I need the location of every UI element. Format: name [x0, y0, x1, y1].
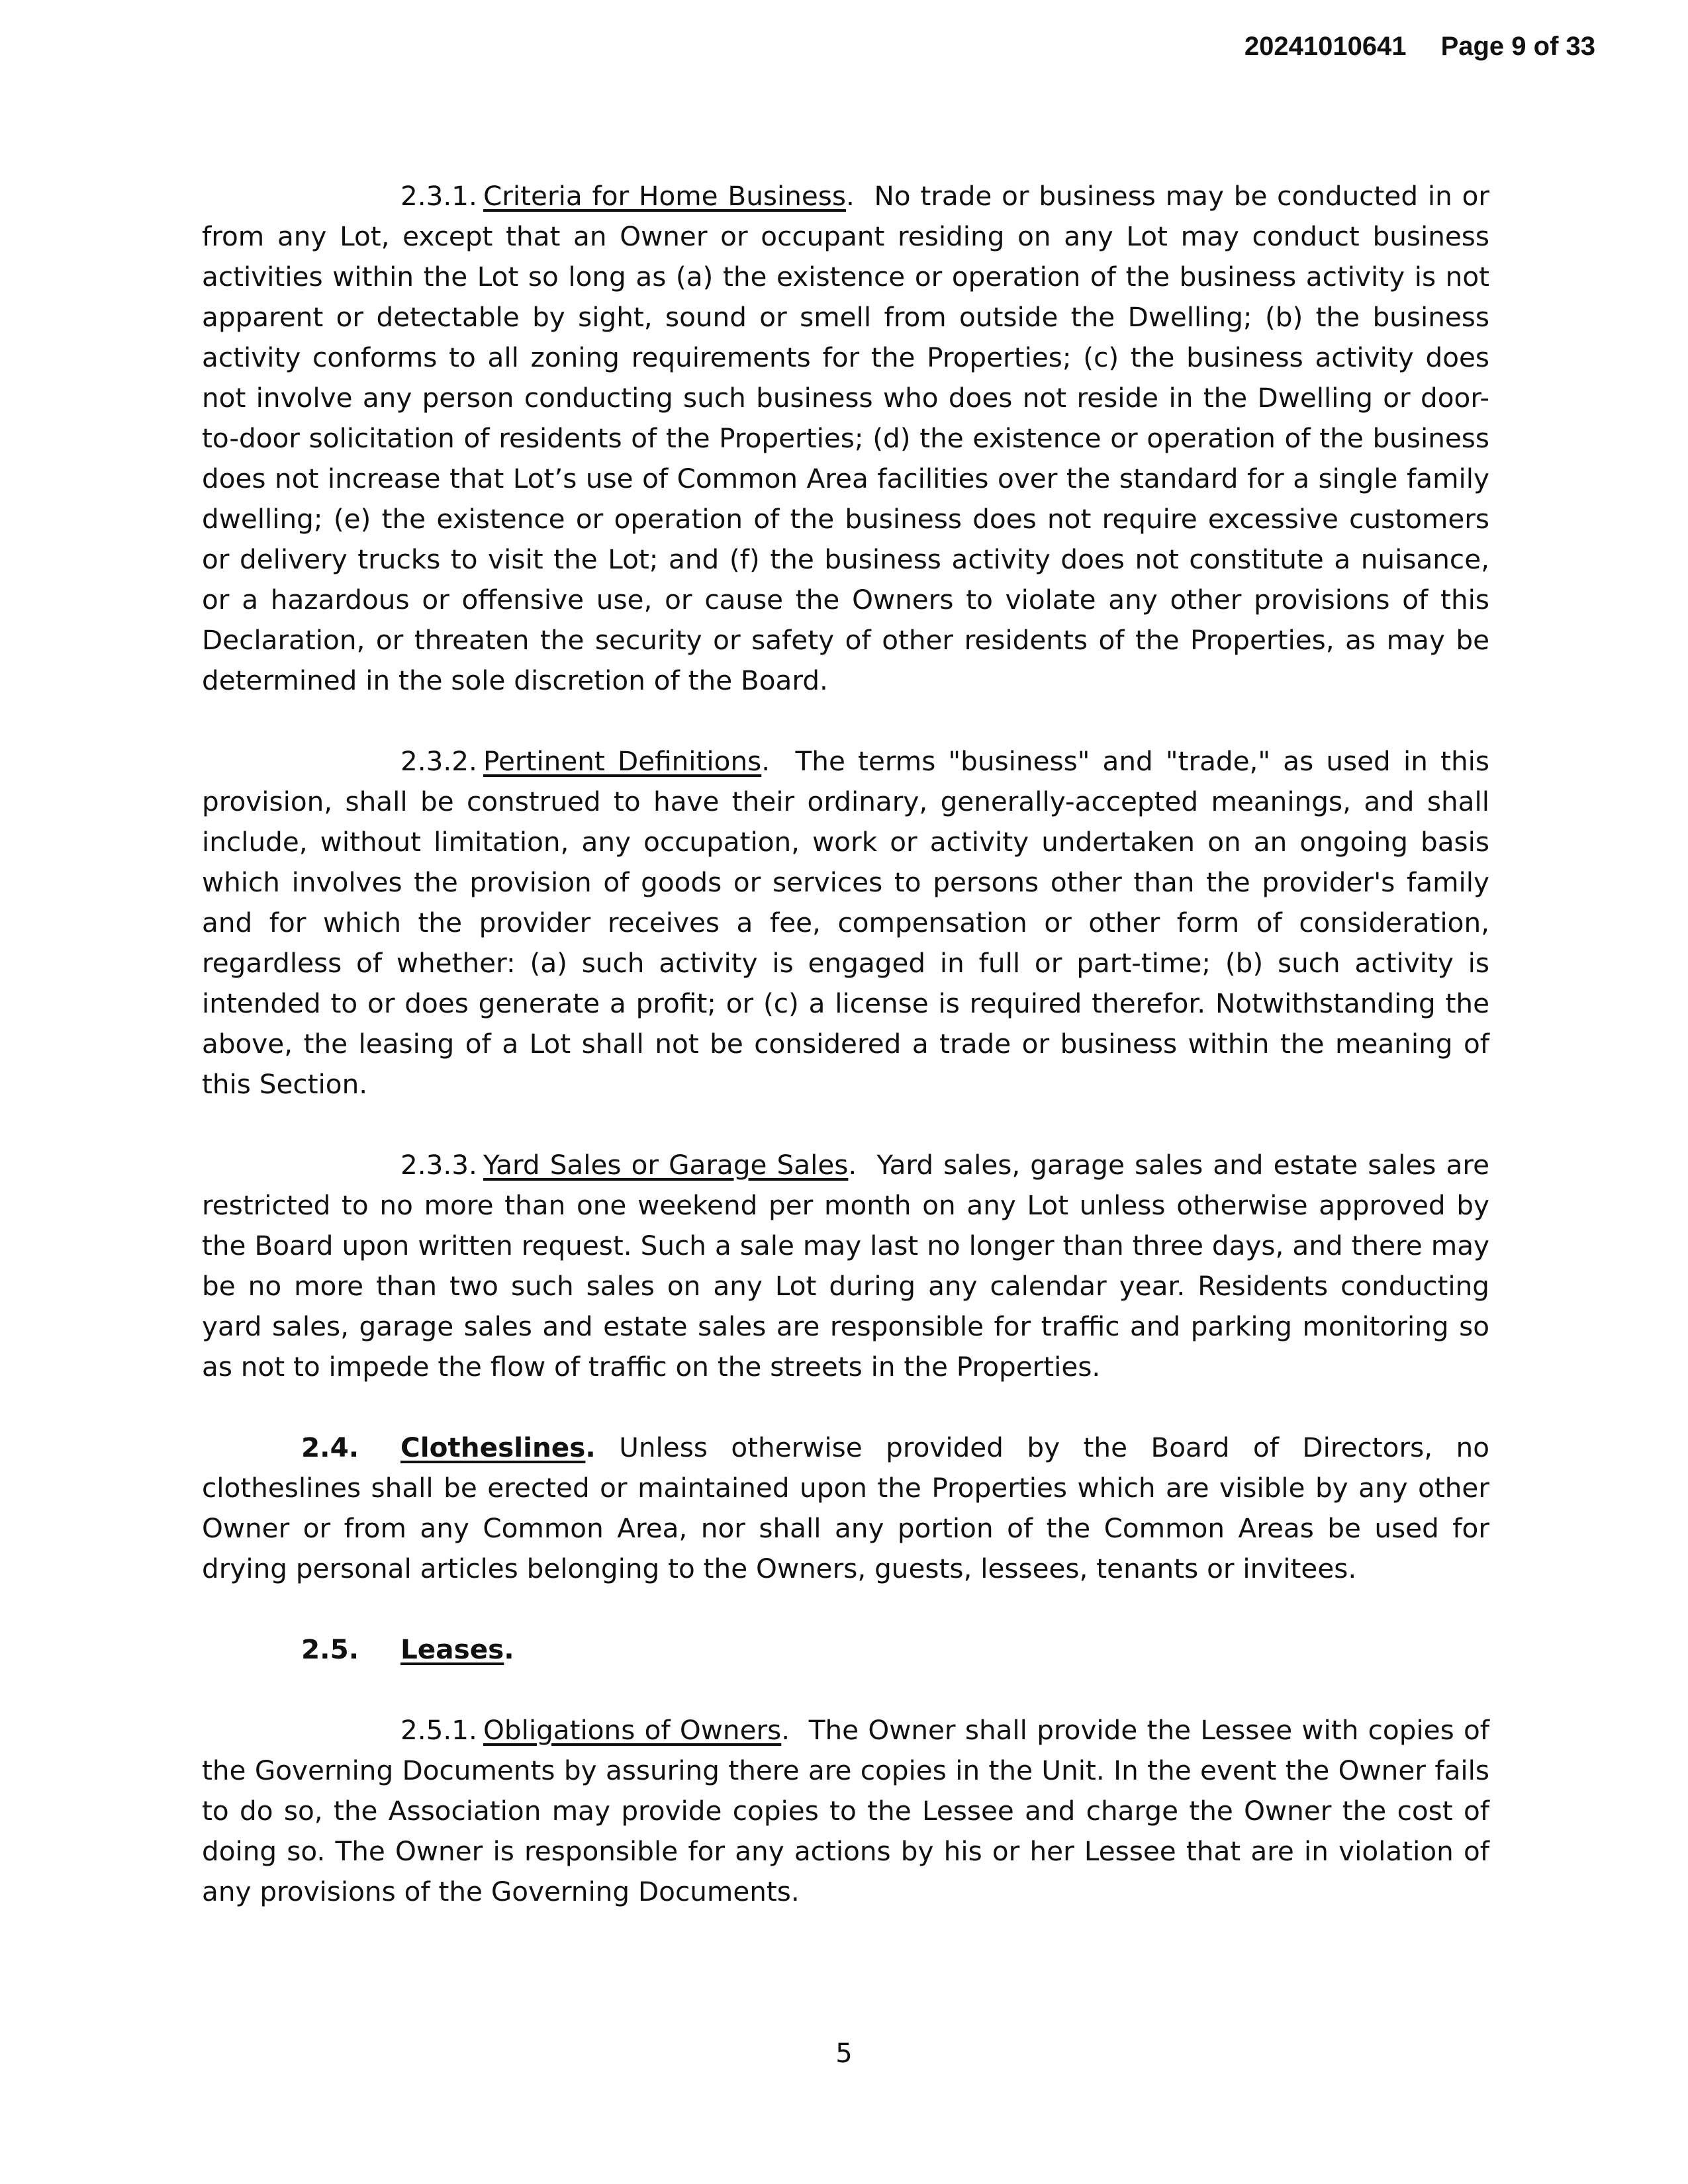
- section-title: Yard Sales or Garage Sales: [483, 1149, 849, 1181]
- section-title: Criteria for Home Business: [483, 180, 846, 212]
- section-number: 2.5.1.: [400, 1714, 477, 1746]
- section-2-3-2: 2.3.2. Pertinent Definitions. The terms "business" and "trade," as used in this provision, shall be construed to have their ordinary, generally-accepted meanings, and shall include, without limitation, any occupation, work or activity undertaken on an ongoing basis which involves the provision of goods or services to persons other than the provider's family and for which the provider receives a fee, compensation or other form of consideration, regardless of whether: (a) such activity is engaged in full or part-time; (b) such activity is intended to or does generate a profit; or (c) a license is required therefor. Notwithstanding the above, the leasing of a Lot shall not be considered a trade or business within the meaning of this Section.: [202, 741, 1489, 1105]
- section-2-4: 2.4. Clotheslines. Unless otherwise provided by the Board of Directors, no clotheslines shall be erected or maintained upon the Properties which are visible by any other Owner or from any Common Area, nor shall any portion of the Common Areas be used for drying personal articles belonging to the Owners, guests, lessees, tenants or invitees.: [202, 1428, 1489, 1589]
- section-title: Pertinent Definitions: [483, 745, 762, 777]
- document-number: 20241010641: [1244, 32, 1407, 61]
- section-title: Leases: [400, 1633, 504, 1665]
- section-text: Yard sales, garage sales and estate sales are restricted to no more than one weekend per month on any Lot unless otherwise approved by the Board upon written request. Such a sale may last no longer than three days, and there may be no more than two such sales on any Lot during any calendar year. Residents conducting yard sales, garage sales and estate sales are responsible for traffic and parking monitoring so as not to impede the flow of traffic on the streets in the Properties.: [202, 1149, 1489, 1383]
- section-number: 2.4.: [301, 1432, 359, 1463]
- section-2-5-1: 2.5.1. Obligations of Owners. The Owner shall provide the Lessee with copies of the Governing Documents by assuring there are copies in the Unit. In the event the Owner fails to do so, the Association may provide copies to the Lessee and charge the Owner the cost of doing so. The Owner is responsible for any actions by his or her Lessee that are in violation of any provisions of the Governing Documents.: [202, 1710, 1489, 1912]
- section-number: 2.3.3.: [400, 1149, 477, 1181]
- section-number: 2.5.: [301, 1633, 359, 1665]
- section-title: Obligations of Owners: [483, 1714, 782, 1746]
- section-number: 2.3.2.: [400, 745, 477, 777]
- section-text: Unless otherwise provided by the Board of Directors, no clotheslines shall be erected or maintained upon the Properties which are visible by any other Owner or from any Common Area, nor shall any portion of the Common Areas be used for drying personal articles belonging to the Owners, guests, lessees, tenants or invitees.: [202, 1432, 1489, 1584]
- page-label: Page 9 of 33: [1440, 32, 1595, 61]
- section-2-5: 2.5. Leases.: [202, 1629, 1489, 1670]
- page-number: 5: [835, 2038, 853, 2069]
- section-text: The terms "business" and "trade," as used in this provision, shall be construed to have their ordinary, generally-accepted meanings, and shall include, without limitation, any occupation, work or activity undertaken on an ongoing basis which involves the provision of goods or services to persons other than the provider's family and for which the provider receives a fee, compensation or other form of consideration, regardless of whether: (a) such activity is engaged in full or part-time; (b) such activity is intended to or does generate a profit; or (c) a license is required therefor. Notwithstanding the above, the leasing of a Lot shall not be considered a trade or business within the meaning of this Section.: [202, 745, 1489, 1100]
- section-2-3-3: 2.3.3. Yard Sales or Garage Sales. Yard sales, garage sales and estate sales are restricted to no more than one weekend per month on any Lot unless otherwise approved by the Board upon written request. Such a sale may last no longer than three days, and there may be no more than two such sales on any Lot during any calendar year. Residents conducting yard sales, garage sales and estate sales are responsible for traffic and parking monitoring so as not to impede the flow of traffic on the streets in the Properties.: [202, 1145, 1489, 1387]
- section-number: 2.3.1.: [400, 180, 477, 212]
- section-2-3-1: 2.3.1. Criteria for Home Business. No trade or business may be conducted in or from any Lot, except that an Owner or occupant residing on any Lot may conduct business activities within the Lot so long as (a) the existence or operation of the business activity is not apparent or detectable by sight, sound or smell from outside the Dwelling; (b) the business activity conforms to all zoning requirements for the Properties; (c) the business activity does not involve any person conducting such business who does not reside in the Dwelling or door-to-door solicitation of residents of the Properties; (d) the existence or operation of the business does not increase that Lot’s use of Common Area facilities over the standard for a single family dwelling; (e) the existence or operation of the business does not require excessive customers or delivery trucks to visit the Lot; and (f) the business activity does not constitute a nuisance, or a hazardous or offensive use, or cause the Owners to violate any other provisions of this Declaration, or threaten the security or safety of other residents of the Properties, as may be determined in the sole discretion of the Board.: [202, 176, 1489, 701]
- section-title: Clotheslines: [400, 1432, 586, 1463]
- section-text: The Owner shall provide the Lessee with copies of the Governing Documents by assuring there are copies in the Unit. In the event the Owner fails to do so, the Association may provide copies to the Lessee and charge the Owner the cost of doing so. The Owner is responsible for any actions by his or her Lessee that are in violation of any provisions of the Governing Documents.: [202, 1714, 1489, 1907]
- document-body: [202, 176, 1489, 1952]
- page-header: [1244, 32, 1595, 62]
- section-text: No trade or business may be conducted in or from any Lot, except that an Owner or occupant residing on any Lot may conduct business activities within the Lot so long as (a) the existence or operation of the business activity is not apparent or detectable by sight, sound or smell from outside the Dwelling; (b) the business activity conforms to all zoning requirements for the Properties; (c) the business activity does not involve any person conducting such business who does not reside in the Dwelling or door-to-door solicitation of residents of the Properties; (d) the existence or operation of the business does not increase that Lot’s use of Common Area facilities over the standard for a single family dwelling; (e) the existence or operation of the business does not require excessive customers or delivery trucks to visit the Lot; and (f) the business activity does not constitute a nuisance, or a hazardous or offensive use, or cause the Owners to violate any other provisions of this Declaration, or threaten the security or safety of other residents of the Properties, as may be determined in the sole discretion of the Board.: [202, 180, 1489, 696]
